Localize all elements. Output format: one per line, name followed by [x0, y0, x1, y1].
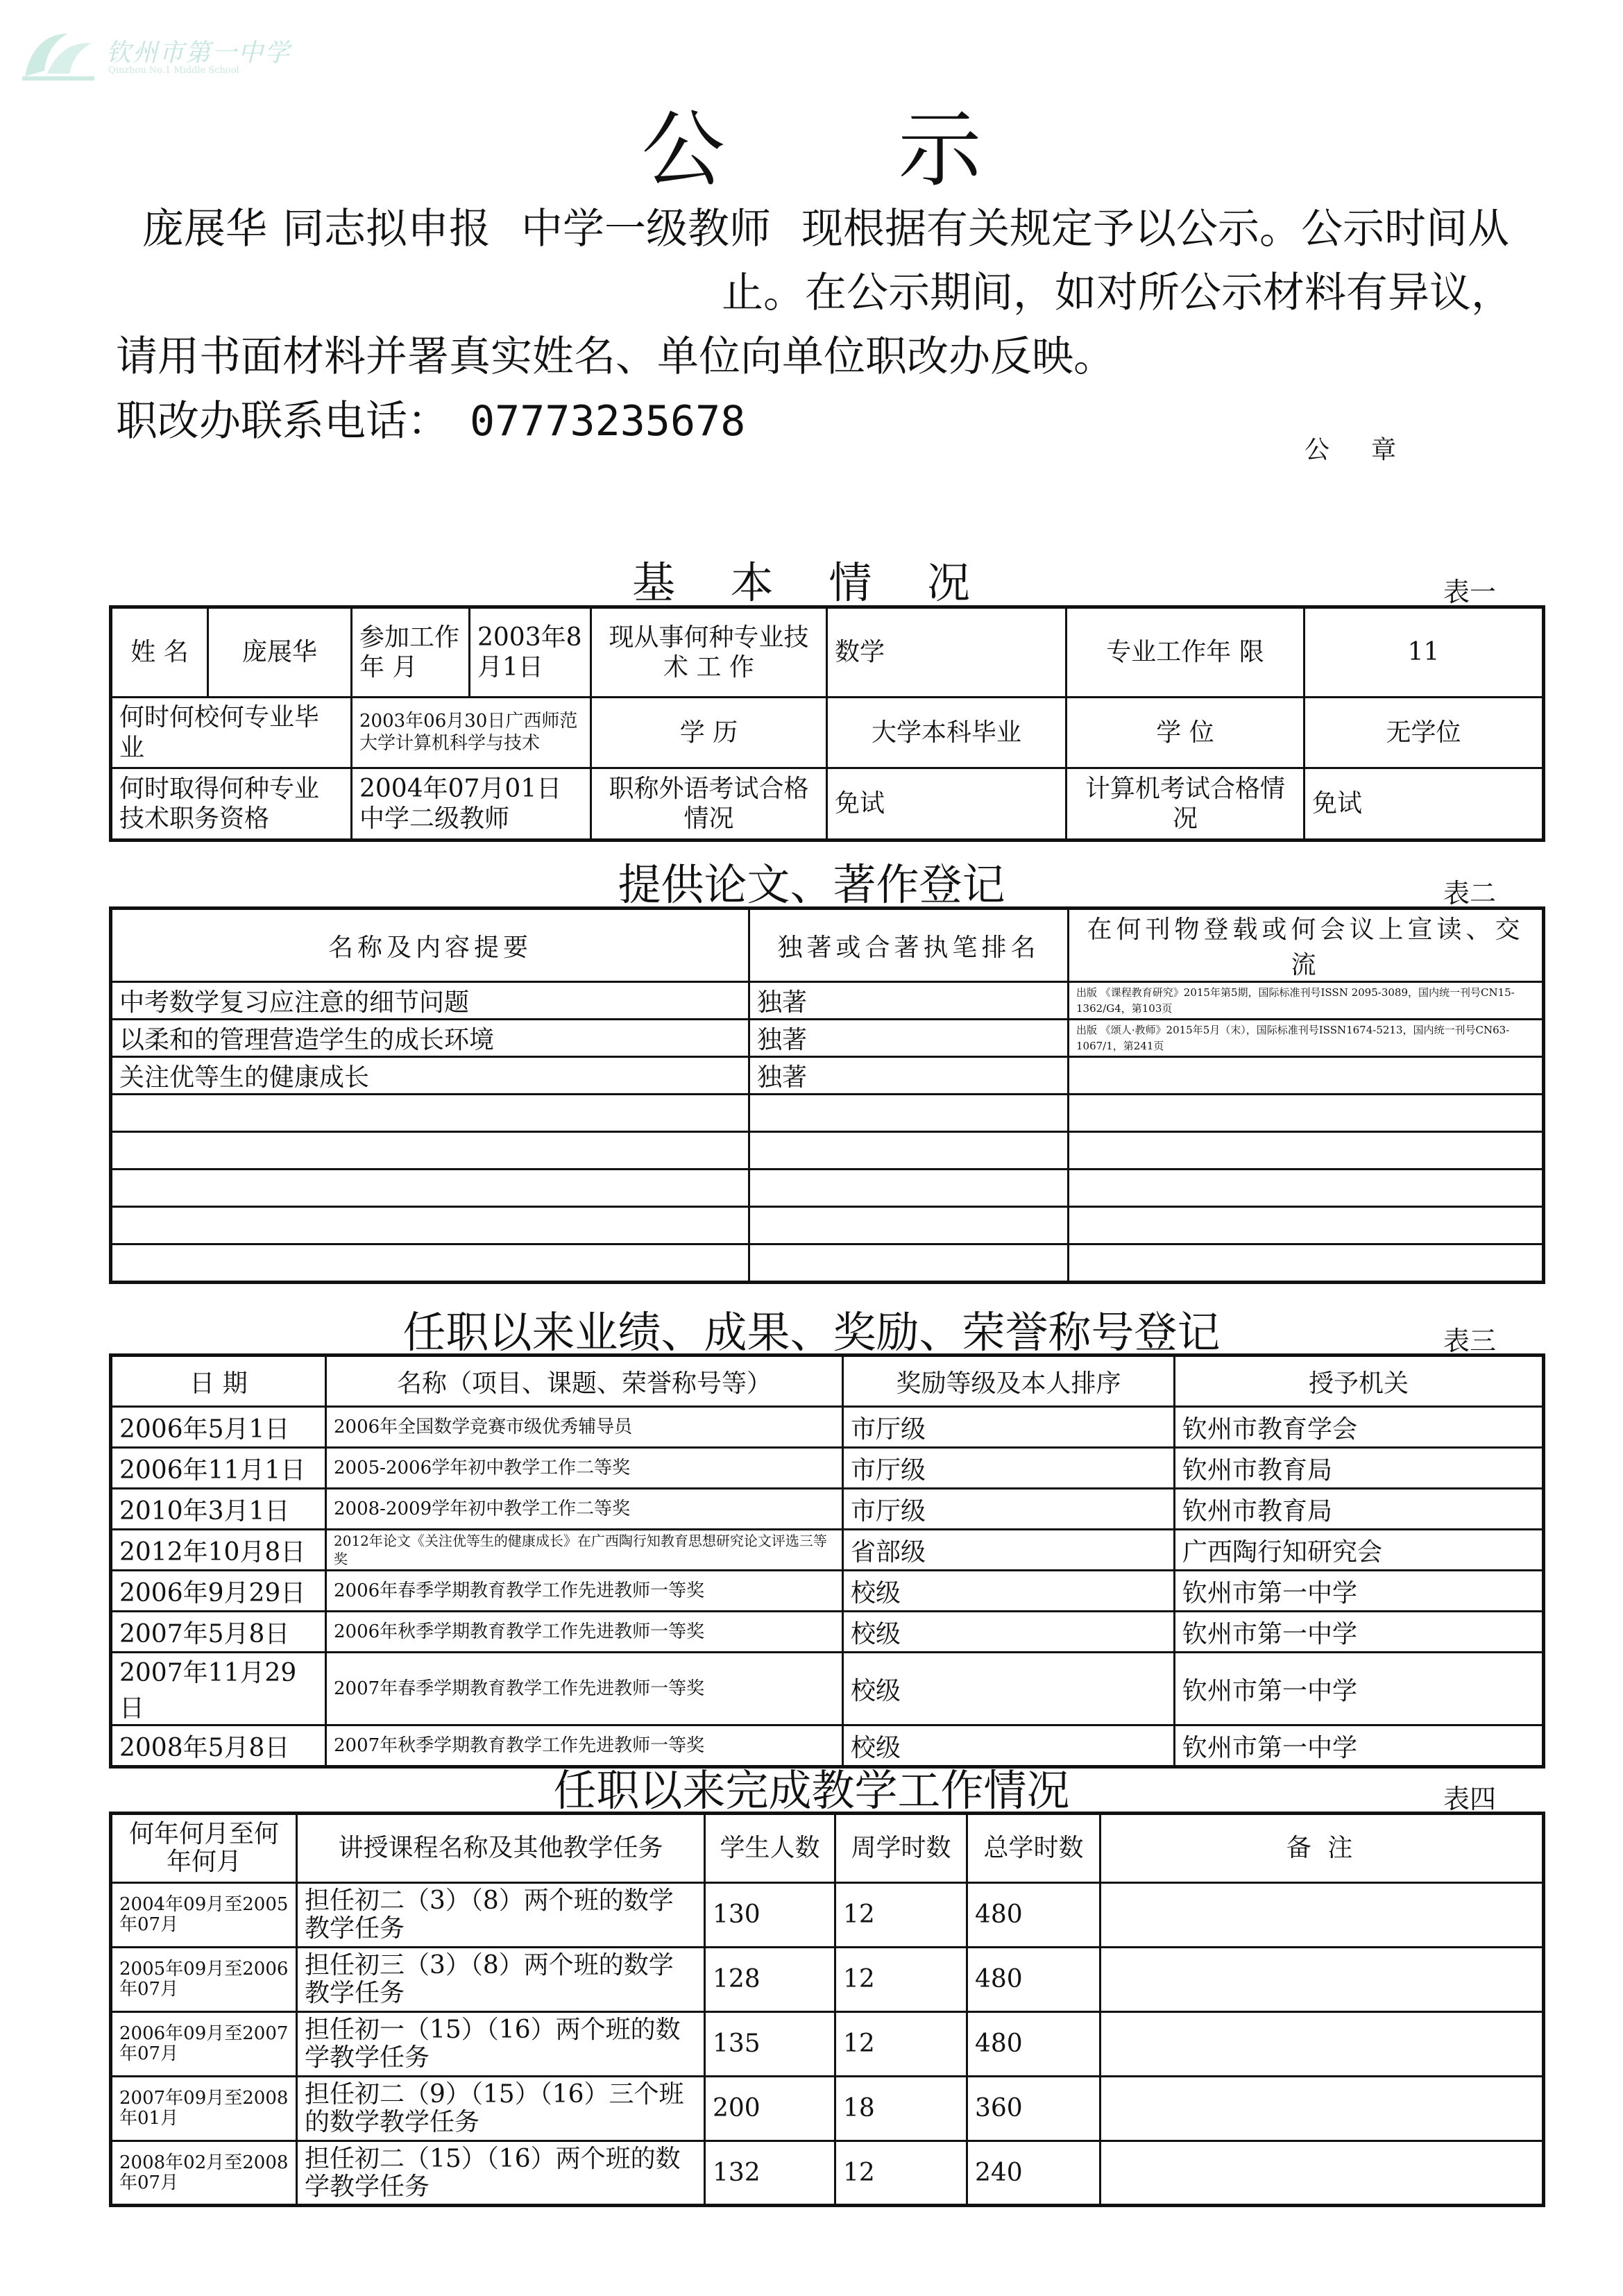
school-logo — [19, 28, 291, 83]
award-grantor-cell: 钦州市第一中学 — [1175, 1725, 1544, 1767]
award-level-cell: 市厅级 — [843, 1407, 1175, 1448]
award-level-cell: 市厅级 — [843, 1489, 1175, 1530]
paper-title-cell: 以柔和的管理营造学生的成长环境 — [111, 1020, 749, 1057]
graduation-label: 何时何校何专业毕 业 — [111, 698, 352, 768]
award-level-cell: 校级 — [843, 1725, 1175, 1767]
teaching-total-hours-cell: 480 — [967, 1948, 1101, 2012]
paper-title-cell — [111, 1244, 749, 1283]
teaching-header-students: 学生人数 — [705, 1814, 835, 1883]
years-value: 11 — [1305, 607, 1544, 698]
paper-title-cell — [111, 1132, 749, 1170]
teaching-weekly-hours-cell: 12 — [835, 1883, 967, 1948]
table-row — [111, 1571, 1544, 1612]
award-level-cell: 市厅级 — [843, 1448, 1175, 1489]
teaching-remarks-cell — [1101, 2012, 1544, 2077]
awards-header-grantor: 授予机关 — [1175, 1356, 1544, 1407]
education-label: 学 历 — [591, 698, 827, 768]
award-date-cell: 2006年5月1日 — [111, 1407, 326, 1448]
phone-number: 07773235678 — [470, 397, 746, 446]
paper-venue-cell: 出版 《颂人·教师》2015年5月（末），国际标准刊号ISSN1674-5213，国内统一刊号CN63-1067/1，第241页 — [1069, 1020, 1544, 1057]
teaching-period-cell: 2004年09月至2005年07月 — [111, 1883, 297, 1948]
page-title: 公示 — [641, 102, 1155, 199]
paper-title-cell: 中考数学复习应注意的细节问题 — [111, 982, 749, 1020]
teaching-total-hours-cell: 240 — [967, 2141, 1101, 2206]
awards-header-name: 名称（项目、课题、荣誉称号等） — [326, 1356, 843, 1407]
section-papers-title: 提供论文、著作登记 — [618, 859, 1005, 910]
award-name-cell: 2008-2009学年初中教学工作二等奖 — [326, 1489, 843, 1530]
award-date-cell: 2008年5月8日 — [111, 1725, 326, 1767]
name-value: 庞展华 — [208, 607, 352, 698]
teaching-course-cell: 担任初二（9）（15）（16）三个班的数学教学任务 — [297, 2077, 705, 2141]
table-row — [111, 1020, 1544, 1057]
qualification-value: 2004年07月01日中学二级教师 — [352, 768, 591, 841]
computer-exam-value: 免试 — [1305, 768, 1544, 841]
award-grantor-cell: 钦州市第一中学 — [1175, 1612, 1544, 1653]
award-date-cell: 2007年11月29日 — [111, 1653, 326, 1725]
award-name-cell: 2007年春季学期教育教学工作先进教师一等奖 — [326, 1653, 843, 1725]
qualification-label: 何时取得何种专业技术职务资格 — [111, 768, 352, 841]
phone-label: 职改办联系电话： — [116, 397, 449, 446]
computer-exam-label: 计算机考试合格情况 — [1067, 768, 1305, 841]
award-grantor-cell: 钦州市第一中学 — [1175, 1653, 1544, 1725]
table-row — [111, 1530, 1544, 1571]
section-basic-info-tag: 表一 — [1443, 577, 1497, 607]
teaching-total-hours-cell: 480 — [967, 1883, 1101, 1948]
award-date-cell: 2006年11月1日 — [111, 1448, 326, 1489]
teaching-total-hours-cell: 360 — [967, 2077, 1101, 2141]
teaching-course-cell: 担任初二（15）（16）两个班的数学教学任务 — [297, 2141, 705, 2206]
school-logo-icon — [19, 28, 97, 83]
table-row — [111, 1207, 1544, 1244]
logo-subtext: Qinzhou No.1 Middle School — [108, 65, 239, 76]
candidate-name: 庞展华 — [142, 205, 267, 253]
award-level-cell: 校级 — [843, 1653, 1175, 1725]
section-awards-title: 任职以来业绩、成果、奖励、荣誉称号登记 — [402, 1307, 1221, 1358]
section-awards-tag: 表三 — [1443, 1326, 1497, 1356]
paper-venue-cell — [1069, 1095, 1544, 1132]
teaching-period-cell: 2006年09月至2007年07月 — [111, 2012, 297, 2077]
teaching-header-remarks: 备 注 — [1101, 1814, 1544, 1883]
teaching-students-cell: 200 — [705, 2077, 835, 2141]
teaching-students-cell: 132 — [705, 2141, 835, 2206]
degree-label: 学 位 — [1067, 698, 1305, 768]
logo-text: 钦州市第一中学 — [106, 39, 291, 67]
awards-table — [109, 1353, 1545, 1769]
awards-header-level: 奖励等级及本人排序 — [843, 1356, 1175, 1407]
award-grantor-cell: 钦州市第一中学 — [1175, 1571, 1544, 1612]
table-row — [111, 1489, 1544, 1530]
table-row — [111, 2141, 1544, 2206]
basic-info-table — [109, 605, 1545, 842]
teaching-header-weekly-hours: 周学时数 — [835, 1814, 967, 1883]
table-row — [111, 2077, 1544, 2141]
applied-title: 中学一级教师 — [521, 205, 771, 253]
paper-author-cell — [749, 1132, 1069, 1170]
paper-venue-cell — [1069, 1207, 1544, 1244]
award-level-cell: 省部级 — [843, 1530, 1175, 1571]
work-start-value: 2003年8月1日 — [470, 607, 591, 698]
papers-header-author: 独著或合著执笔排名 — [749, 909, 1069, 982]
award-grantor-cell: 钦州市教育局 — [1175, 1489, 1544, 1530]
award-grantor-cell: 广西陶行知研究会 — [1175, 1530, 1544, 1571]
awards-header-date: 日 期 — [111, 1356, 326, 1407]
papers-table — [109, 906, 1545, 1284]
table-row — [111, 1244, 1544, 1283]
graduation-value: 2003年06月30日广西师范大学计算机科学与技术 — [352, 698, 591, 768]
papers-header-title: 名称及内容提要 — [111, 909, 749, 982]
section-teaching-tag: 表四 — [1443, 1784, 1497, 1814]
teaching-course-cell: 担任初二（3）（8）两个班的数学教学任务 — [297, 1883, 705, 1948]
teaching-period-cell: 2008年02月至2008年07月 — [111, 2141, 297, 2206]
award-level-cell: 校级 — [843, 1612, 1175, 1653]
paper-author-cell: 独著 — [749, 982, 1069, 1020]
section-papers-tag: 表二 — [1443, 878, 1497, 909]
award-name-cell: 2005-2006学年初中教学工作二等奖 — [326, 1448, 843, 1489]
specialty-value: 数学 — [827, 607, 1067, 698]
paper-venue-cell — [1069, 1132, 1544, 1170]
award-date-cell: 2006年9月29日 — [111, 1571, 326, 1612]
table-row — [111, 1095, 1544, 1132]
teaching-course-cell: 担任初三（3）（8）两个班的数学教学任务 — [297, 1948, 705, 2012]
notice-line-3: 请用书面材料并署真实姓名、单位向单位职改办反映。 — [116, 332, 1115, 381]
award-level-cell: 校级 — [843, 1571, 1175, 1612]
teaching-period-cell: 2007年09月至2008年01月 — [111, 2077, 297, 2141]
paper-title-cell — [111, 1207, 749, 1244]
paper-venue-cell — [1069, 1057, 1544, 1095]
award-name-cell: 2006年秋季学期教育教学工作先进教师一等奖 — [326, 1612, 843, 1653]
award-date-cell: 2010年3月1日 — [111, 1489, 326, 1530]
table-row — [111, 1948, 1544, 2012]
award-date-cell: 2007年5月8日 — [111, 1612, 326, 1653]
teaching-students-cell: 130 — [705, 1883, 835, 1948]
foreign-language-value: 免试 — [827, 768, 1067, 841]
section-teaching-title: 任职以来完成教学工作情况 — [553, 1765, 1070, 1816]
table-row — [111, 2012, 1544, 2077]
degree-value: 无学位 — [1305, 698, 1544, 768]
paper-author-cell — [749, 1244, 1069, 1283]
table-row — [111, 1883, 1544, 1948]
paper-author-cell: 独著 — [749, 1020, 1069, 1057]
teaching-students-cell: 135 — [705, 2012, 835, 2077]
award-grantor-cell: 钦州市教育学会 — [1175, 1407, 1544, 1448]
teaching-header-total-hours: 总学时数 — [967, 1814, 1101, 1883]
notice-line-1: 庞展华 同志拟申报 中学一级教师 现根据有关规定予以公示。公示时间从 — [142, 205, 1509, 253]
award-name-cell: 2006年全国数学竞赛市级优秀辅导员 — [326, 1407, 843, 1448]
teaching-remarks-cell — [1101, 1948, 1544, 2012]
official-seal-label: 公章 — [1305, 436, 1438, 464]
award-name-cell: 2007年秋季学期教育教学工作先进教师一等奖 — [326, 1725, 843, 1767]
teaching-total-hours-cell: 480 — [967, 2012, 1101, 2077]
teaching-header-period: 何年何月至何年何月 — [111, 1814, 297, 1883]
paper-venue-cell — [1069, 1170, 1544, 1207]
section-basic-info-title: 基 本 情 况 — [631, 557, 992, 608]
papers-header-venue: 在何刊物登载或何会议上宣读、交流 — [1069, 909, 1544, 982]
foreign-language-label: 职称外语考试合格情况 — [591, 768, 827, 841]
award-grantor-cell: 钦州市教育局 — [1175, 1448, 1544, 1489]
paper-author-cell — [749, 1095, 1069, 1132]
table-row — [111, 1057, 1544, 1095]
name-label: 姓 名 — [111, 607, 208, 698]
teaching-students-cell: 128 — [705, 1948, 835, 2012]
table-row — [111, 1653, 1544, 1725]
award-name-cell: 2012年论文《关注优等生的健康成长》在广西陶行知教育思想研究论文评选三等奖 — [326, 1530, 843, 1571]
teaching-weekly-hours-cell: 12 — [835, 2012, 967, 2077]
teaching-weekly-hours-cell: 18 — [835, 2077, 967, 2141]
teaching-table — [109, 1812, 1545, 2207]
paper-author-cell — [749, 1170, 1069, 1207]
award-date-cell: 2012年10月8日 — [111, 1530, 326, 1571]
teaching-course-cell: 担任初一（15）（16）两个班的数学教学任务 — [297, 2012, 705, 2077]
education-value: 大学本科毕业 — [827, 698, 1067, 768]
table-row — [111, 982, 1544, 1020]
teaching-remarks-cell — [1101, 1883, 1544, 1948]
notice-phone — [116, 397, 746, 446]
specialty-label: 现从事何种专业技 术 工 作 — [591, 607, 827, 698]
award-name-cell: 2006年春季学期教育教学工作先进教师一等奖 — [326, 1571, 843, 1612]
paper-author-cell: 独著 — [749, 1057, 1069, 1095]
teaching-period-cell: 2005年09月至2006年07月 — [111, 1948, 297, 2012]
table-row — [111, 1612, 1544, 1653]
table-row — [111, 1170, 1544, 1207]
paper-author-cell — [749, 1207, 1069, 1244]
table-row — [111, 1448, 1544, 1489]
notice-line-2: 止。在公示期间，如对所公示材料有异议， — [722, 269, 1513, 317]
teaching-weekly-hours-cell: 12 — [835, 1948, 967, 2012]
paper-venue-cell — [1069, 1244, 1544, 1283]
paper-venue-cell: 出版 《课程教育研究》2015年第5期，国际标准刊号ISSN 2095-3089，国内统一刊号CN15-1362/G4，第103页 — [1069, 982, 1544, 1020]
table-row — [111, 1407, 1544, 1448]
teaching-weekly-hours-cell: 12 — [835, 2141, 967, 2206]
teaching-remarks-cell — [1101, 2141, 1544, 2206]
table-row — [111, 1132, 1544, 1170]
paper-title-cell: 关注优等生的健康成长 — [111, 1057, 749, 1095]
years-label: 专业工作年 限 — [1067, 607, 1305, 698]
teaching-remarks-cell — [1101, 2077, 1544, 2141]
paper-title-cell — [111, 1170, 749, 1207]
work-start-label: 参加工作年 月 — [352, 607, 470, 698]
teaching-header-course: 讲授课程名称及其他教学任务 — [297, 1814, 705, 1883]
paper-title-cell — [111, 1095, 749, 1132]
